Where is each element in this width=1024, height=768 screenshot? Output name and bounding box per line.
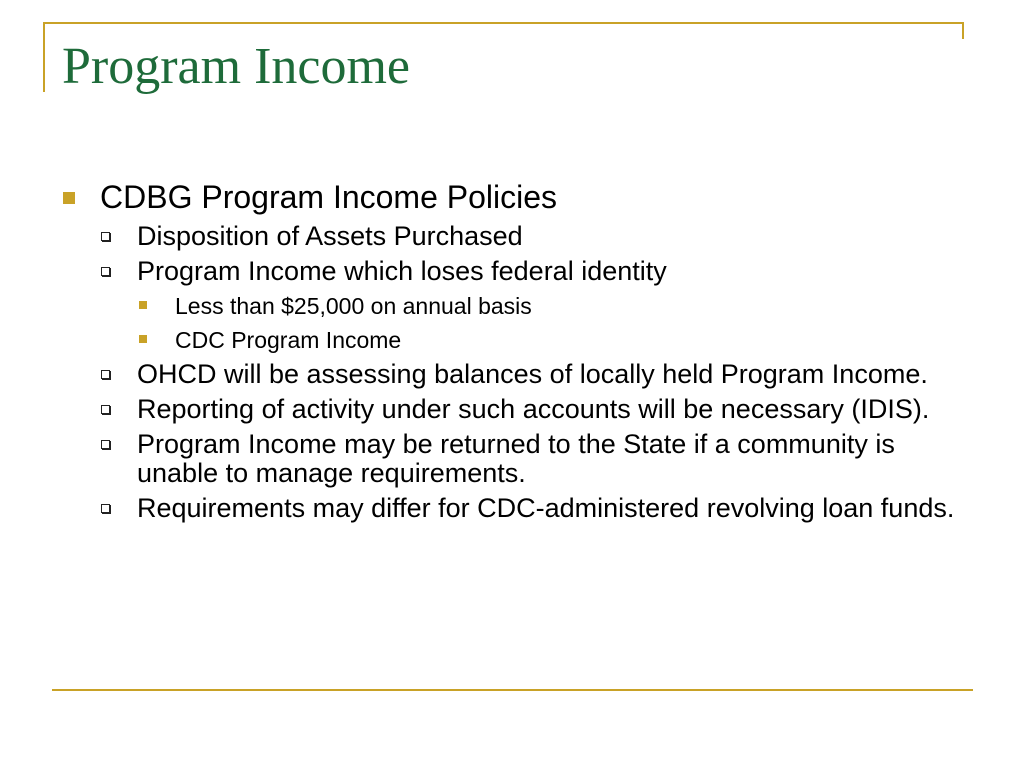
sub-bullet-item: [62, 430, 962, 488]
bullet-text: Less than $25,000 on annual basis: [175, 293, 532, 319]
bullet-text: Program Income which loses federal identity: [137, 256, 667, 286]
hollow-square-bullet-icon: [101, 405, 110, 414]
sub-bullet-item: [62, 395, 962, 424]
frame-left-line: [43, 22, 45, 92]
bullet-text: CDC Program Income: [175, 327, 402, 353]
frame-top-line: [43, 22, 964, 24]
square-bullet-icon: [139, 335, 147, 343]
sub-sub-bullet-item: [62, 326, 962, 354]
bullet-text: CDBG Program Income Policies: [100, 179, 558, 215]
bullet-text: Requirements may differ for CDC-administered revolving loan funds.: [137, 493, 955, 523]
sub-bullet-item: [62, 360, 962, 389]
bullet-text: Program Income may be returned to the State if a community is unable to manage requirements.: [137, 429, 895, 488]
sub-bullet-item: [62, 494, 962, 523]
hollow-square-bullet-icon: [101, 504, 110, 513]
bullet-text: OHCD will be assessing balances of locally held Program Income.: [137, 359, 928, 389]
sub-sub-bullet-item: [62, 292, 962, 320]
hollow-square-bullet-icon: [101, 440, 110, 449]
bullet-item: [62, 178, 962, 216]
bullet-text: Disposition of Assets Purchased: [137, 221, 523, 251]
hollow-square-bullet-icon: [101, 267, 110, 276]
square-bullet-icon: [63, 192, 75, 204]
hollow-square-bullet-icon: [101, 370, 110, 379]
hollow-square-bullet-icon: [101, 232, 110, 241]
sub-bullet-item: [62, 257, 962, 286]
frame-bottom-line: [52, 689, 973, 691]
sub-bullet-item: [62, 222, 962, 251]
slide-title: Program Income: [62, 38, 411, 95]
bullet-list: [62, 178, 962, 523]
frame-right-line: [962, 22, 964, 39]
bullet-text: Reporting of activity under such accounts will be necessary (IDIS).: [137, 394, 930, 424]
square-bullet-icon: [139, 301, 147, 309]
